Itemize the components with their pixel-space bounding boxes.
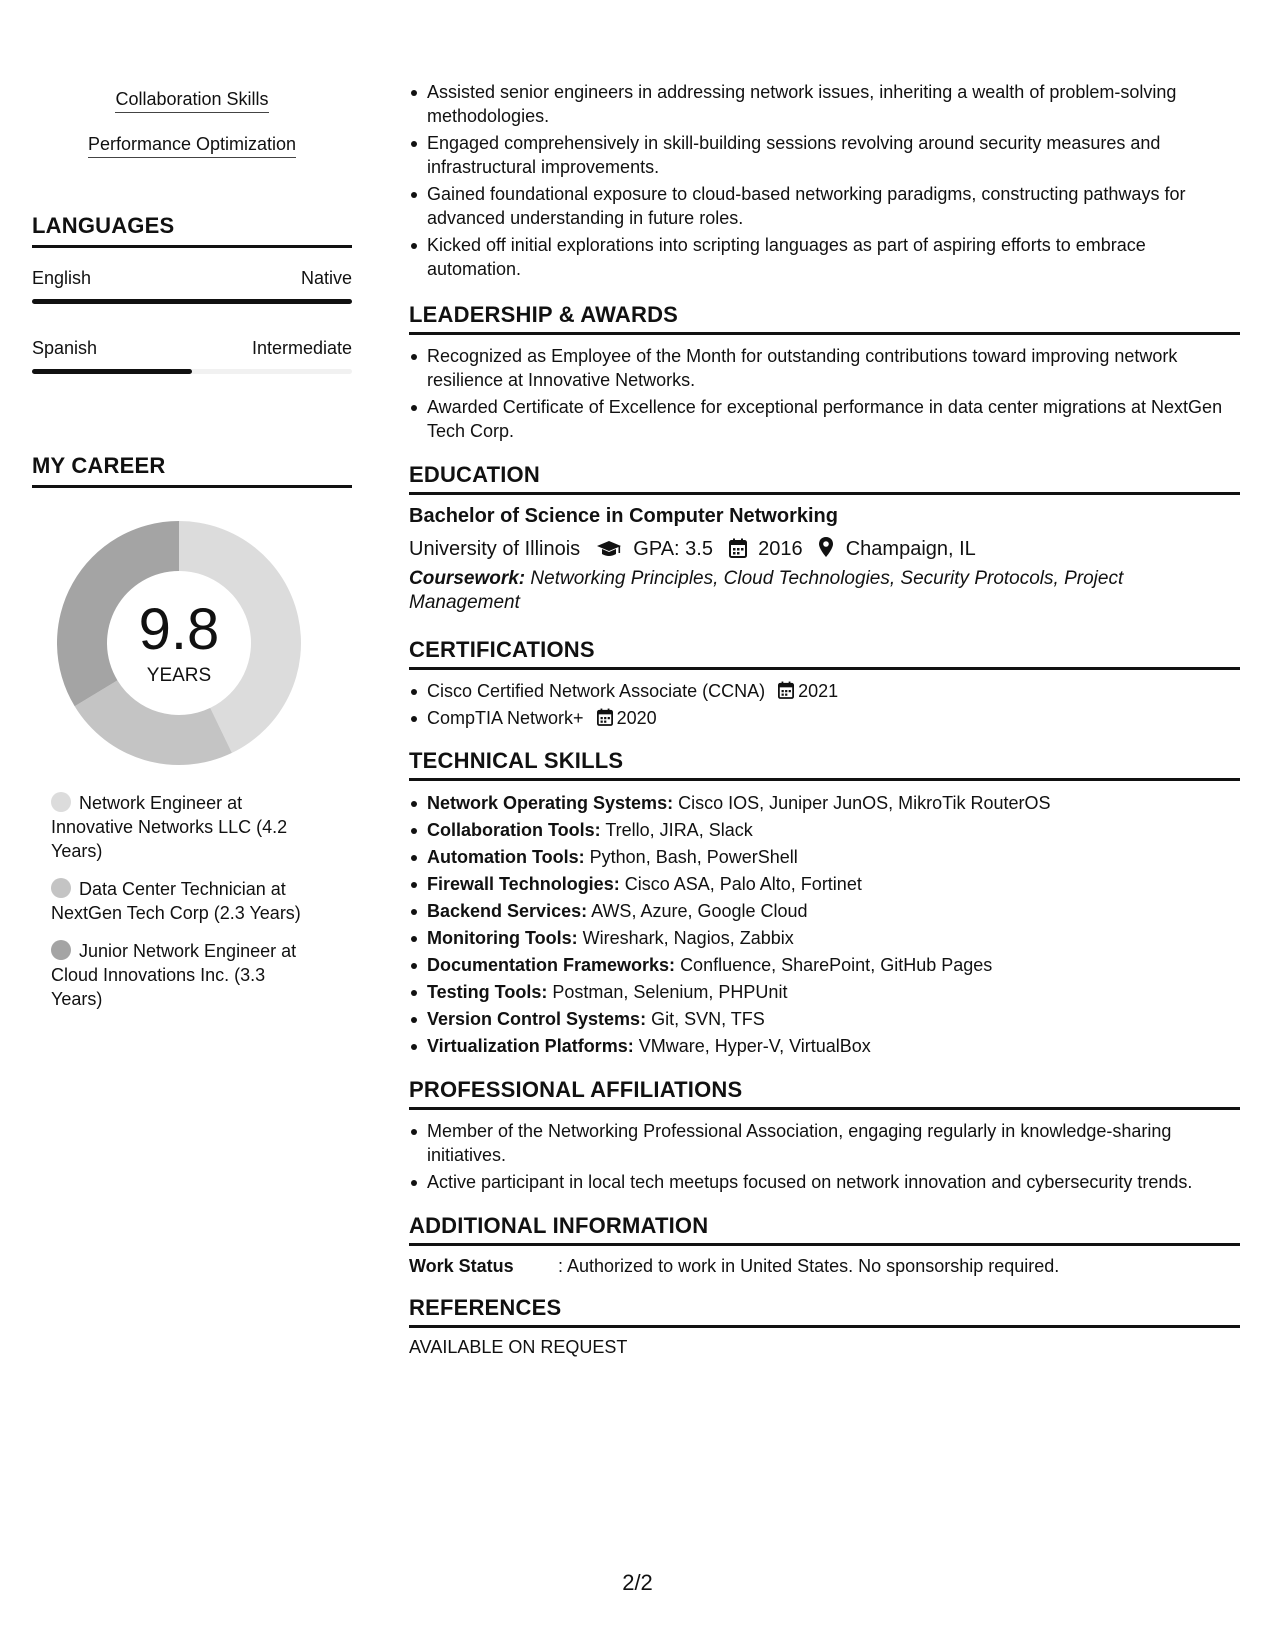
language-name: English <box>32 268 92 288</box>
languages-heading: LANGUAGES <box>32 213 352 248</box>
list-item: Collaboration Tools: Trello, JIRA, Slack <box>409 818 1240 842</box>
list-item: Network Operating Systems: Cisco IOS, Juniper JunOS, MikroTik RouterOS <box>409 791 1240 815</box>
page-number: 2/2 <box>622 1570 653 1595</box>
references-text: AVAILABLE ON REQUEST <box>409 1337 628 1357</box>
calendar-icon <box>729 538 747 558</box>
certification-name: CompTIA Network+ <box>427 708 584 728</box>
legend-dot <box>51 878 71 898</box>
donut-segment <box>75 680 232 765</box>
list-item: Version Control Systems: Git, SVN, TFS <box>409 1007 1240 1031</box>
affiliations-list <box>409 1119 1240 1197</box>
career-total-years: 9.8 <box>138 597 220 662</box>
list-item: Gained foundational exposure to cloud-based networking paradigms, constructing pathways for advanced understanding in future roles. <box>409 182 1240 230</box>
list-item: Testing Tools: Postman, Selenium, PHPUnit <box>409 980 1240 1004</box>
calendar-icon <box>778 681 794 699</box>
education-year: 2016 <box>758 538 803 560</box>
list-item: Recognized as Employee of the Month for outstanding contributions toward improving network resilience at Innovative Networks. <box>409 344 1240 392</box>
certifications-list <box>409 679 1240 733</box>
list-item: Automation Tools: Python, Bash, PowerShell <box>409 845 1240 869</box>
language-level: Intermediate <box>251 338 352 358</box>
list-item: Kicked off initial explorations into scripting languages as part of aspiring efforts to embrace automation. <box>409 233 1240 281</box>
education-school: University of Illinois <box>409 538 581 560</box>
certification-year: 2020 <box>616 708 657 728</box>
education-heading: EDUCATION <box>409 462 1240 495</box>
career-legend-item: Network Engineer at Innovative Networks LLC (4.2 Years) <box>51 793 288 861</box>
language-proficiency-fill <box>32 299 352 304</box>
affiliations-heading: PROFESSIONAL AFFILIATIONS <box>409 1077 1240 1110</box>
list-item <box>409 679 1240 703</box>
list-item: Firewall Technologies: Cisco ASA, Palo Alto, Fortinet <box>409 872 1240 896</box>
list-item: Documentation Frameworks: Confluence, SharePoint, GitHub Pages <box>409 953 1240 977</box>
coursework-value: Networking Principles, Cloud Technologies, Security Protocols, Project Management <box>409 568 1124 613</box>
list-item: Virtualization Platforms: VMware, Hyper-V, VirtualBox <box>409 1034 1240 1058</box>
language-proficiency-fill <box>32 369 192 374</box>
work-status-value: : Authorized to work in United States. No sponsorship required. <box>558 1256 1060 1276</box>
leadership-heading: LEADERSHIP & AWARDS <box>409 302 1240 335</box>
education-meta <box>409 536 976 561</box>
certification-year: 2021 <box>798 681 839 701</box>
coursework-label: Coursework: <box>409 568 526 589</box>
career-total-unit: YEARS <box>146 665 212 686</box>
list-item: Awarded Certificate of Excellence for exceptional performance in data center migrations at NextGen Tech Corp. <box>409 395 1240 443</box>
skill-tag: Performance Optimization <box>32 133 352 158</box>
career-legend-item: Data Center Technician at NextGen Tech Corp (2.3 Years) <box>51 879 301 923</box>
graduation-cap-icon <box>596 540 622 558</box>
list-item: Backend Services: AWS, Azure, Google Cloud <box>409 899 1240 923</box>
calendar-icon <box>597 708 613 726</box>
list-item: Member of the Networking Professional Association, engaging regularly in knowledge-sharing initiatives. <box>409 1119 1240 1167</box>
list-item: Active participant in local tech meetups focused on network innovation and cybersecurity trends. <box>409 1170 1240 1194</box>
technical-skills-heading: TECHNICAL SKILLS <box>409 748 1240 781</box>
language-proficiency-bar <box>32 299 352 304</box>
language-proficiency-bar <box>32 369 352 374</box>
technical-skills-list <box>409 791 1240 1061</box>
education-degree: Bachelor of Science in Computer Networking <box>409 505 838 527</box>
certification-name: Cisco Certified Network Associate (CCNA) <box>427 681 766 701</box>
career-heading: MY CAREER <box>32 453 352 488</box>
additional-info-heading: ADDITIONAL INFORMATION <box>409 1213 1240 1246</box>
language-level: Native <box>300 268 352 288</box>
education-gpa: GPA: 3.5 <box>633 538 713 560</box>
list-item: Assisted senior engineers in addressing network issues, inheriting a wealth of problem-solving methodologies. <box>409 80 1240 128</box>
map-pin-icon <box>818 536 834 558</box>
leadership-list <box>409 344 1240 446</box>
career-legend-item: Junior Network Engineer at Cloud Innovations Inc. (3.3 Years) <box>51 941 297 1009</box>
education-location: Champaign, IL <box>845 538 976 560</box>
work-status-label: Work Status <box>409 1256 514 1276</box>
legend-dot <box>51 792 71 812</box>
experience-bullets <box>409 80 1240 284</box>
list-item: Monitoring Tools: Wireshark, Nagios, Zabbix <box>409 926 1240 950</box>
list-item: Engaged comprehensively in skill-building sessions revolving around security measures and infrastructural improvements. <box>409 131 1240 179</box>
certifications-heading: CERTIFICATIONS <box>409 637 1240 670</box>
education-coursework <box>409 567 1189 615</box>
legend-dot <box>51 940 71 960</box>
references-heading: REFERENCES <box>409 1295 1240 1328</box>
list-item <box>409 706 1240 730</box>
skill-tag: Collaboration Skills <box>32 88 352 113</box>
language-name: Spanish <box>32 338 98 358</box>
